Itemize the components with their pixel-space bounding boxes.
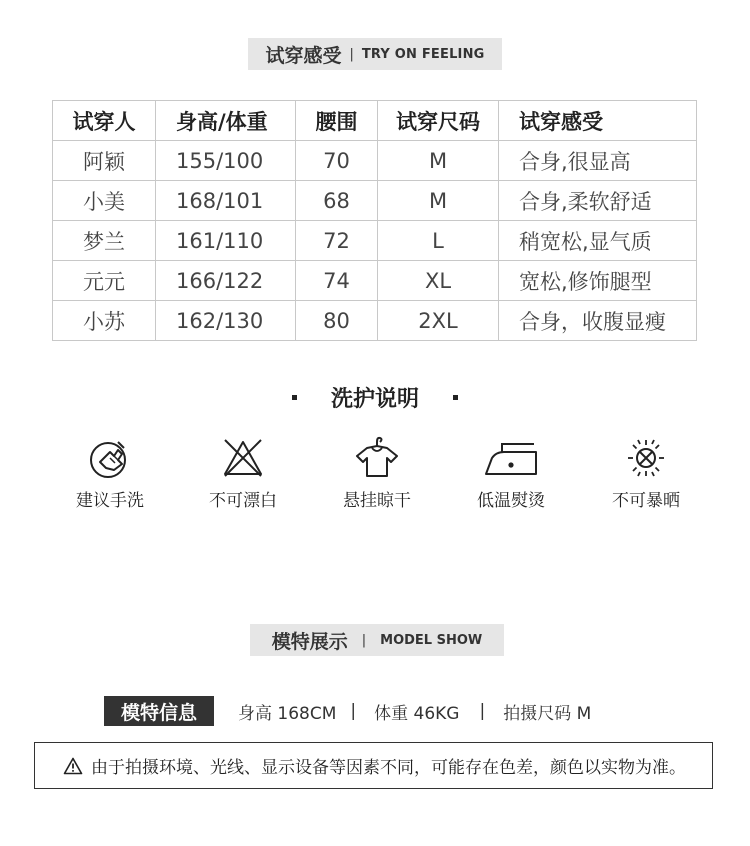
info-separator: | [479, 701, 486, 721]
cell-feeling: 合身,很显高 [499, 141, 697, 181]
cell-height-weight: 155/100 [156, 141, 296, 181]
no-bleach-icon [221, 436, 265, 480]
model-info-row [104, 696, 591, 726]
model-info-badge: 模特信息 [104, 696, 214, 726]
table-row [53, 261, 697, 301]
model-show-title [250, 624, 504, 656]
low-iron-icon [482, 436, 540, 480]
no-sun-icon [624, 436, 668, 480]
care-item-no-bleach [188, 436, 298, 511]
cell-waist: 70 [296, 141, 378, 181]
table-row [53, 301, 697, 341]
cell-tester: 梦兰 [53, 221, 156, 261]
info-separator: | [350, 701, 357, 721]
title-separator: | [349, 46, 354, 62]
cell-tester: 小美 [53, 181, 156, 221]
table-header-row [53, 101, 697, 141]
cell-height-weight: 166/122 [156, 261, 296, 301]
care-label: 不可漂白 [209, 491, 277, 511]
model-show-title-en: MODEL SHOW [380, 632, 483, 648]
cell-waist: 72 [296, 221, 378, 261]
hand-wash-icon [88, 436, 132, 480]
cell-tester: 阿颖 [53, 141, 156, 181]
header-waist: 腰围 [296, 101, 378, 141]
care-item-hand-wash [55, 436, 165, 511]
care-label: 悬挂晾干 [343, 491, 411, 511]
care-label: 不可暴晒 [612, 491, 680, 511]
model-show-title-zh: 模特展示 [271, 630, 348, 653]
cell-waist: 80 [296, 301, 378, 341]
cell-size: M [378, 181, 499, 221]
cell-height-weight: 168/101 [156, 181, 296, 221]
bullet-dot [292, 395, 297, 400]
cell-waist: 68 [296, 181, 378, 221]
cell-size: XL [378, 261, 499, 301]
title-separator: | [361, 632, 367, 648]
header-size: 试穿尺码 [378, 101, 499, 141]
cell-feeling: 合身,柔软舒适 [499, 181, 697, 221]
header-tester: 试穿人 [53, 101, 156, 141]
cell-size: M [378, 141, 499, 181]
header-height-weight: 身高/体重 [156, 101, 296, 141]
try-on-table [52, 100, 697, 341]
cell-height-weight: 161/110 [156, 221, 296, 261]
cell-tester: 元元 [53, 261, 156, 301]
care-item-hang-dry [322, 436, 432, 511]
warning-icon [63, 757, 83, 775]
hang-dry-icon [353, 436, 401, 480]
care-label: 低温熨烫 [477, 491, 545, 511]
cell-size: 2XL [378, 301, 499, 341]
color-disclaimer [34, 742, 713, 789]
table-row [53, 181, 697, 221]
cell-feeling: 稍宽松,显气质 [499, 221, 697, 261]
bullet-dot [453, 395, 458, 400]
cell-height-weight: 162/130 [156, 301, 296, 341]
cell-feeling: 宽松,修饰腿型 [499, 261, 697, 301]
model-weight: 体重 46KG [374, 703, 460, 724]
try-on-feeling-title-zh: 试穿感受 [265, 44, 342, 67]
cell-feeling: 合身，收腹显瘦 [499, 301, 697, 341]
cell-size: L [378, 221, 499, 261]
care-item-low-iron [456, 436, 566, 511]
care-item-no-sun [591, 436, 701, 511]
model-height: 身高 168CM [238, 703, 337, 724]
cell-waist: 74 [296, 261, 378, 301]
cell-tester: 小苏 [53, 301, 156, 341]
care-instructions-title [0, 382, 750, 412]
model-size: 拍摄尺码 M [503, 703, 592, 724]
header-feeling: 试穿感受 [499, 101, 697, 141]
disclaimer-text: 由于拍摄环境、光线、显示设备等因素不同，可能存在色差，颜色以实物为准。 [91, 758, 686, 778]
try-on-feeling-title-en: TRY ON FEELING [361, 46, 485, 62]
table-row [53, 141, 697, 181]
try-on-feeling-title [248, 38, 502, 70]
table-row [53, 221, 697, 261]
care-label: 建议手洗 [76, 491, 144, 511]
care-title-text: 洗护说明 [330, 386, 419, 412]
